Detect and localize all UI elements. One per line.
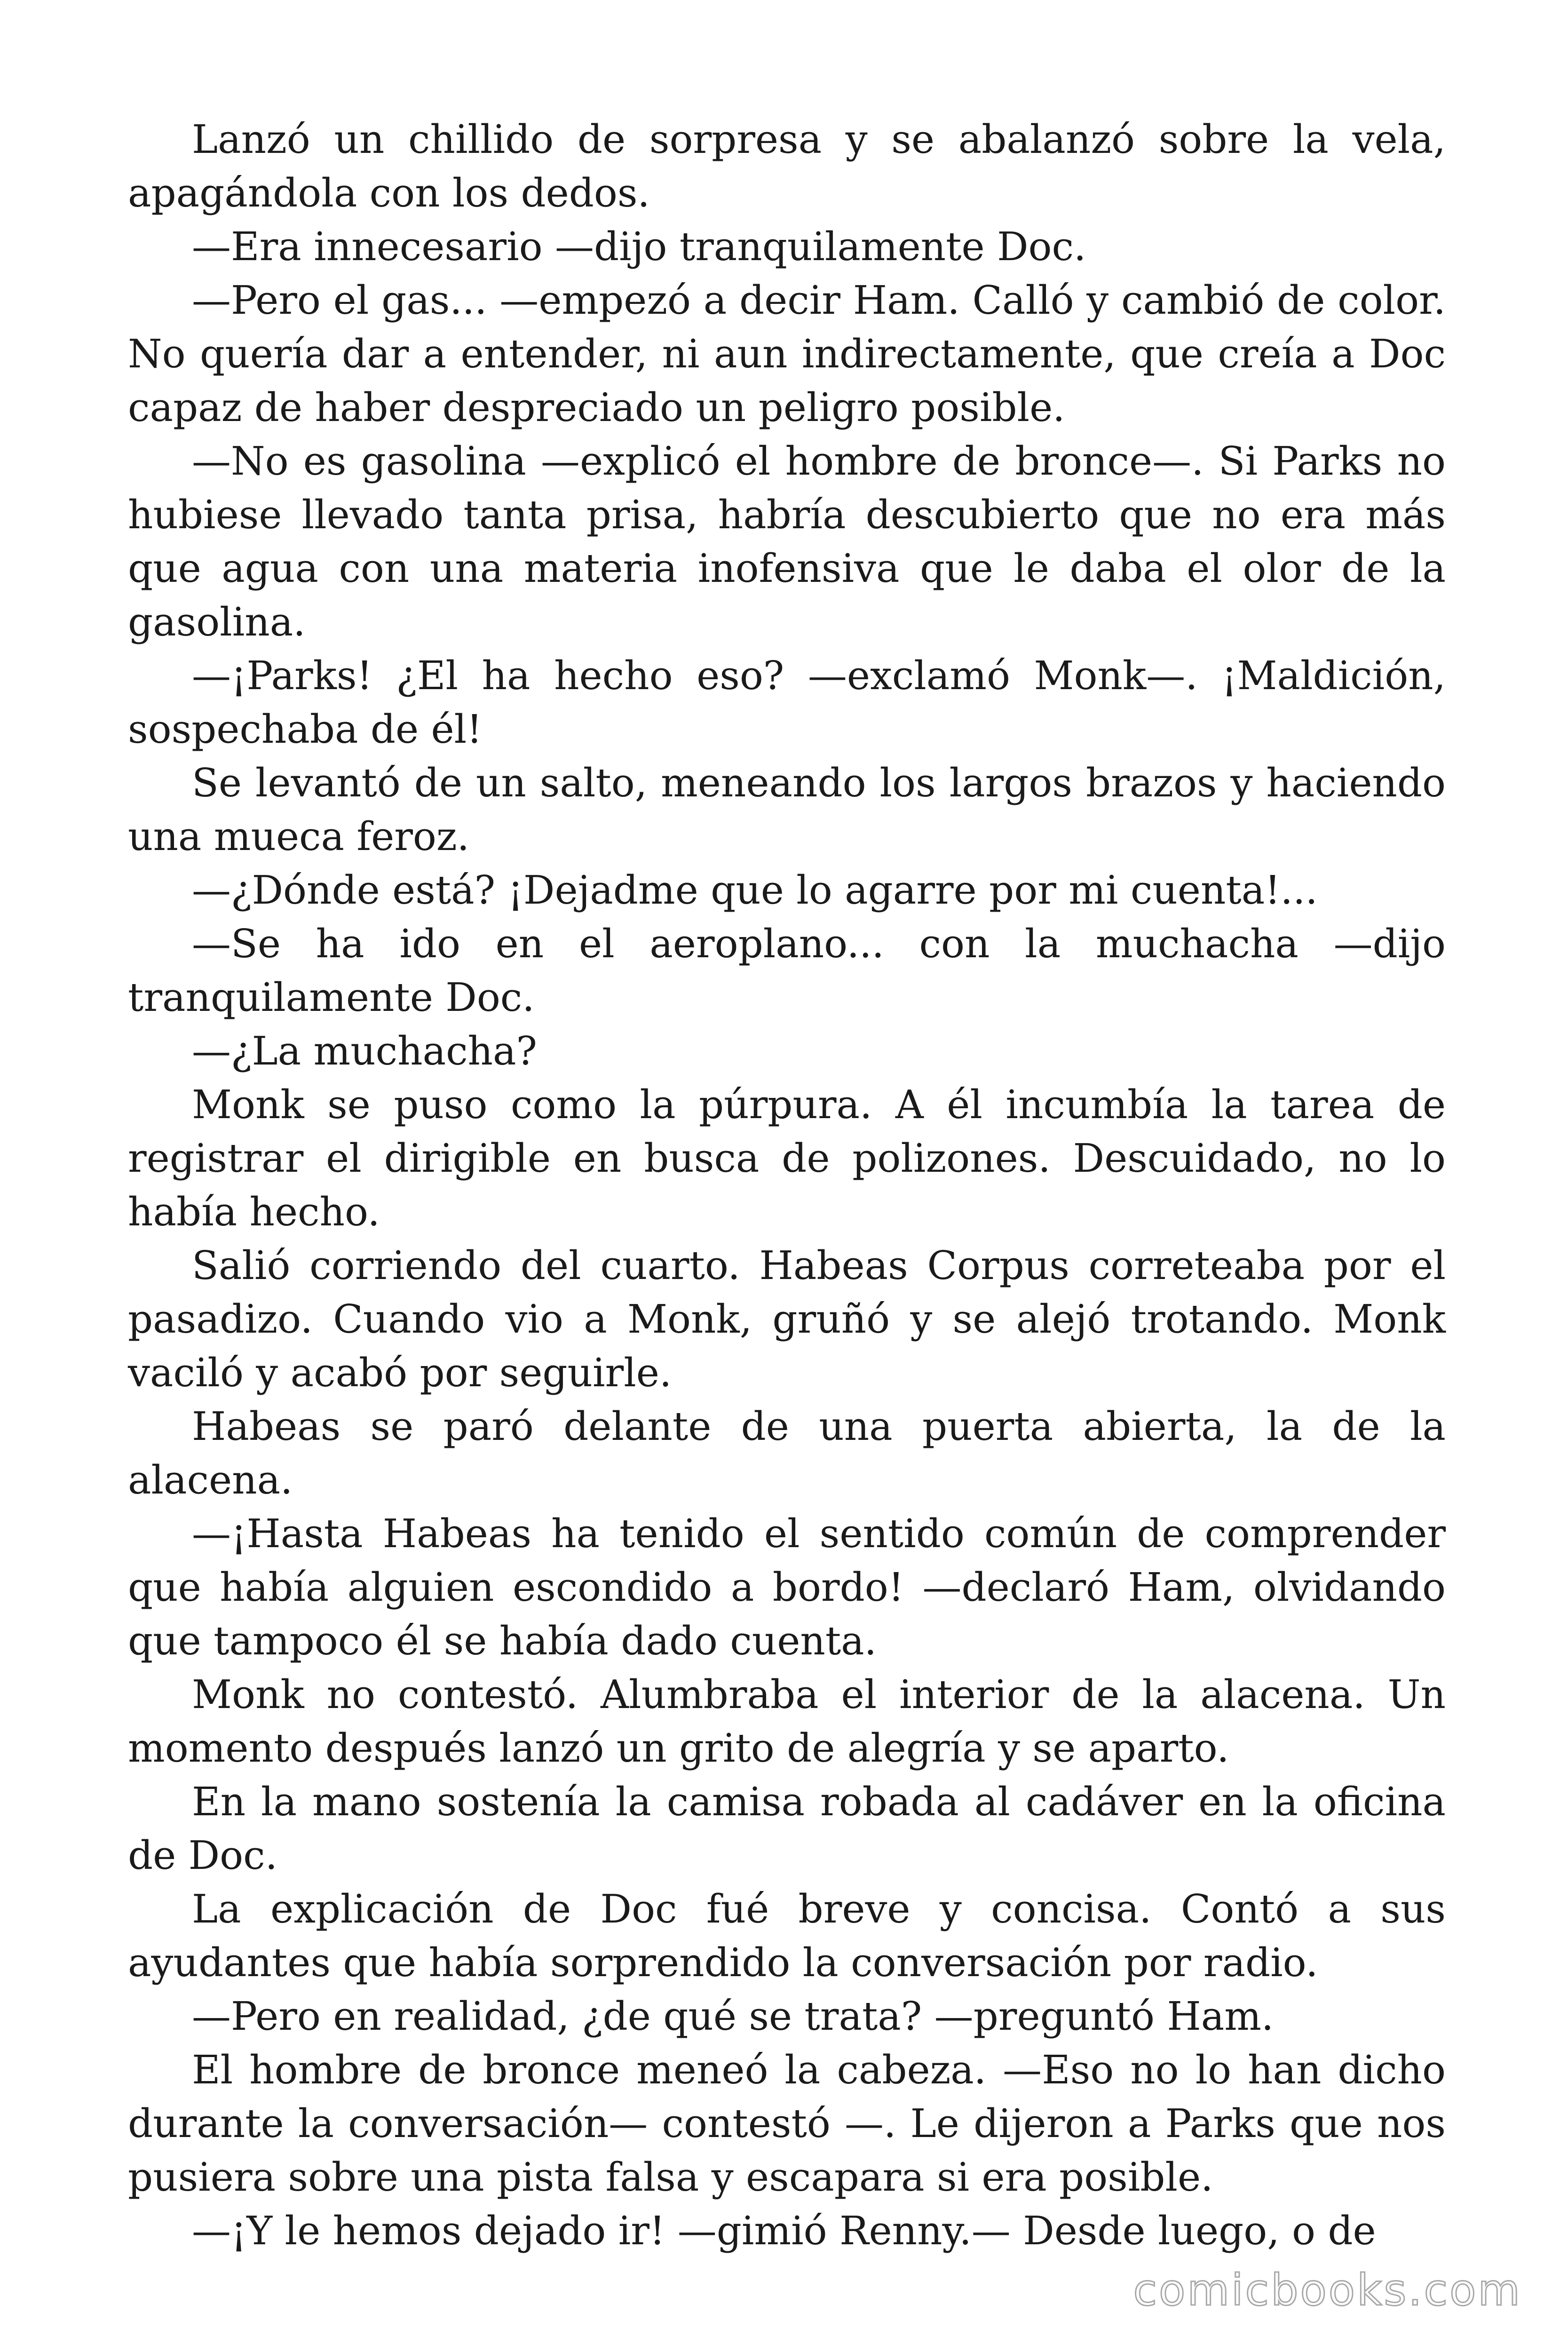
page-body: [128, 113, 1446, 2258]
paragraph: Monk se puso como la púrpura. A él incumbía la tarea de registrar el dirigible en busca de polizones. Descuidado, no lo había hecho.: [128, 1082, 1446, 1235]
paragraph: —Se ha ido en el aeroplano... con la muchacha —dijo tranquilamente Doc.: [128, 921, 1446, 1020]
paragraph: —Pero el gas... —empezó a decir Ham. Calló y cambió de color. No quería dar a entender, ni aun indirectamente, que creía a Doc capaz de haber despreciado un peligro posible.: [128, 278, 1446, 430]
paragraph: —¿Dónde está? ¡Dejadme que lo agarre por mi cuenta!...: [192, 867, 1318, 913]
paragraph: En la mano sostenía la camisa robada al cadáver en la oficina de Doc.: [128, 1779, 1446, 1878]
paragraph: Monk no contestó. Alumbraba el interior de la alacena. Un momento después lanzó un grito de alegría y se aparto.: [128, 1672, 1446, 1771]
paragraph: —Era innecesario —dijo tranquilamente Doc.: [192, 224, 1086, 270]
paragraph: Salió corriendo del cuarto. Habeas Corpus correteaba por el pasadizo. Cuando vio a Monk, gruñó y se alejó trotando. Monk vaciló y acabó por seguirle.: [128, 1243, 1446, 1396]
paragraph: —No es gasolina —explicó el hombre de bronce—. Si Parks no hubiese llevado tanta prisa, habría descubierto que no era más que agua con una materia inofensiva que le daba el olor de la gasolina.: [128, 438, 1446, 645]
paragraph: La explicación de Doc fué breve y concisa. Contó a sus ayudantes que había sorprendido la conversación por radio.: [128, 1886, 1446, 1986]
paragraph: —¡Y le hemos dejado ir! —gimió Renny.— Desde luego, o de: [192, 2208, 1376, 2254]
paragraph: —¡Hasta Habeas ha tenido el sentido común de comprender que había alguien escondido a bordo! —declaró Ham, olvidando que tampoco él se había dado cuenta.: [128, 1511, 1446, 1664]
paragraph: —¡Parks! ¿El ha hecho eso? —exclamó Monk—. ¡Maldición, sospechaba de él!: [128, 653, 1446, 752]
paragraph: Habeas se paró delante de una puerta abierta, la de la alacena.: [128, 1404, 1446, 1503]
paragraph: El hombre de bronce meneó la cabeza. —Eso no lo han dicho durante la conversación— contestó —. Le dijeron a Parks que nos pusiera sobre una pista falsa y escapara si era posible.: [128, 2047, 1446, 2200]
watermark: comicbooks.com: [1133, 2265, 1522, 2315]
paragraph: Lanzó un chillido de sorpresa y se abalanzó sobre la vela, apagándola con los dedos.: [128, 117, 1446, 216]
paragraph: —Pero en realidad, ¿de qué se trata? —preguntó Ham.: [192, 1994, 1274, 2039]
paragraph: Se levantó de un salto, meneando los largos brazos y haciendo una mueca feroz.: [128, 760, 1446, 859]
paragraph: —¿La muchacha?: [192, 1028, 537, 1074]
